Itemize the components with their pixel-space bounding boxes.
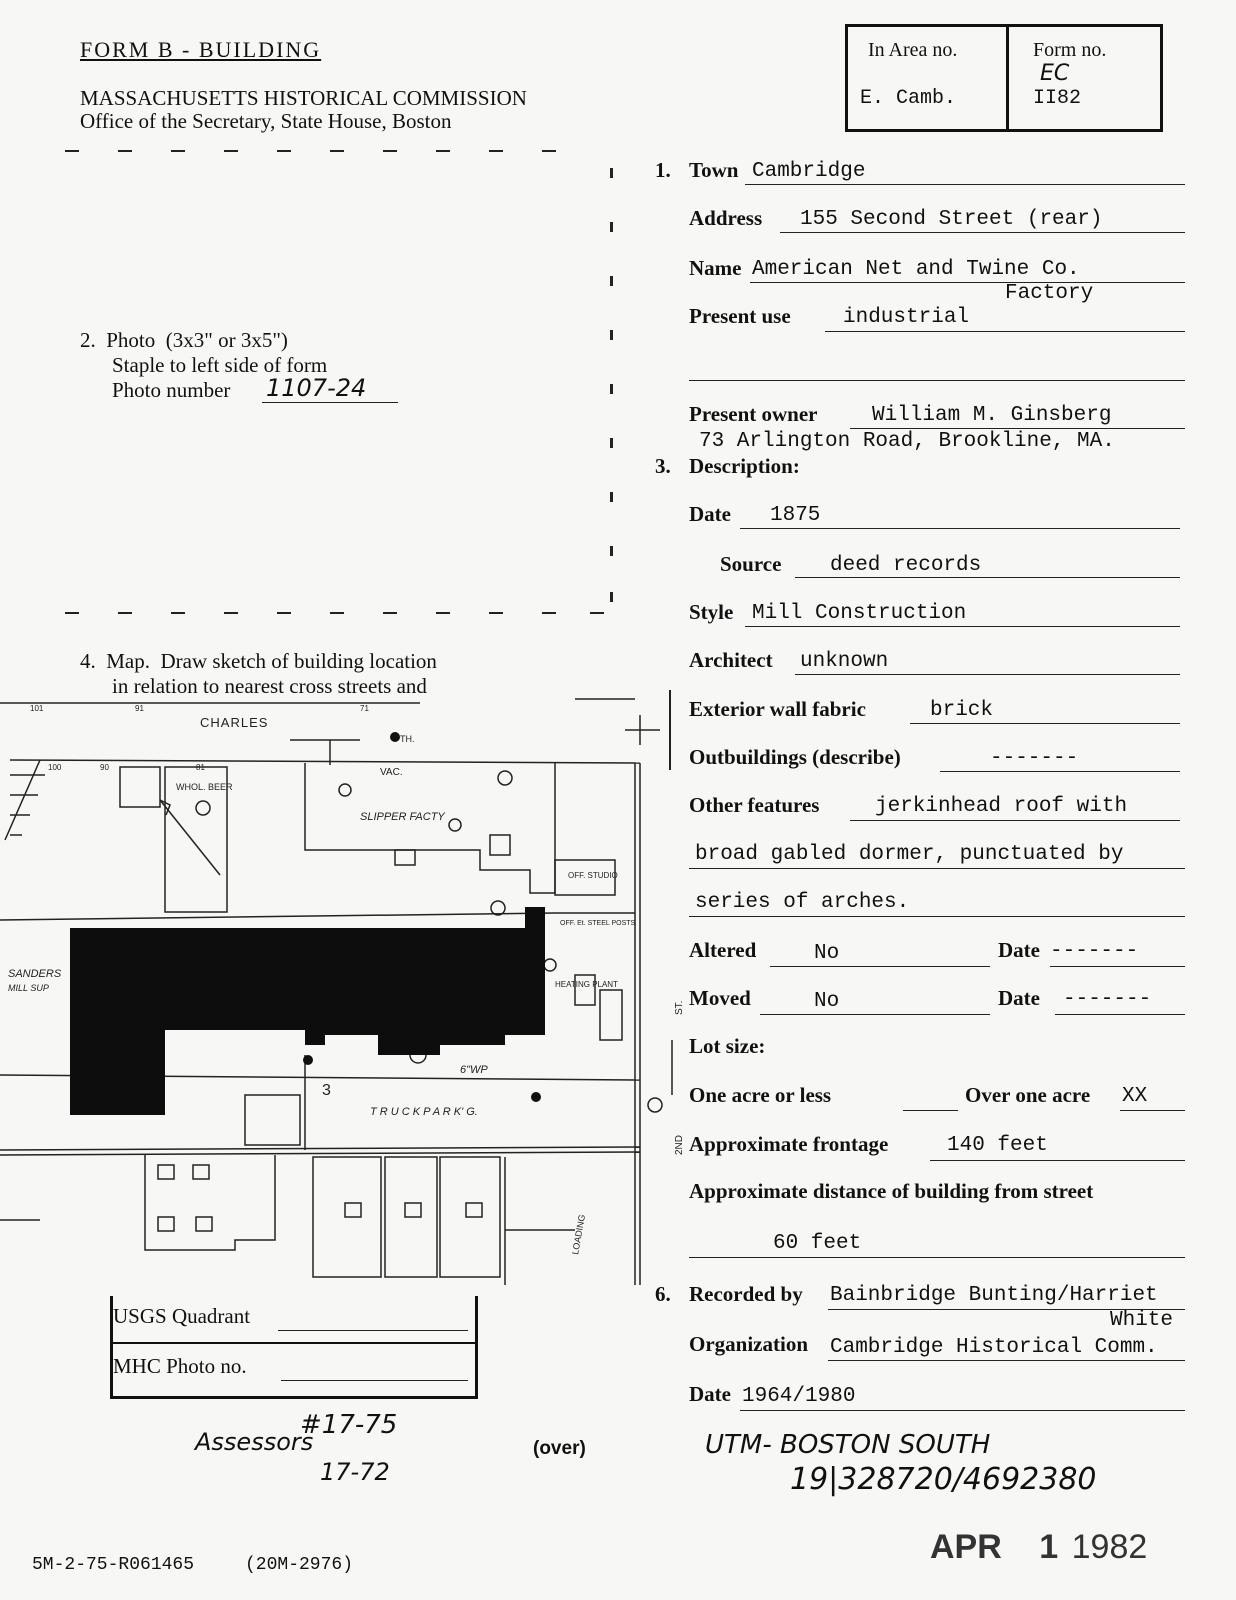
map-label-91: 91 xyxy=(135,704,144,713)
source-label: Source xyxy=(720,552,782,576)
footer-code-2: (20M-2976) xyxy=(245,1555,354,1575)
moved-date-label: Date xyxy=(998,986,1040,1010)
map-label-off-studio: OFF. STUDIO xyxy=(568,871,618,880)
date-label: Date xyxy=(689,502,731,526)
distance-label: Approximate distance of building from street xyxy=(689,1179,1094,1203)
altered-label: Altered xyxy=(689,938,757,962)
map-label-6wp: 6"WP xyxy=(460,1064,488,1076)
other-features-3: series of arches. xyxy=(695,891,910,914)
present-use-label: Present use xyxy=(689,304,791,328)
map-label-90: 90 xyxy=(100,763,109,772)
map-label-71: 71 xyxy=(360,704,369,713)
lot-size-label: Lot size: xyxy=(689,1034,766,1058)
map-label-81: 81 xyxy=(196,763,205,772)
area-value: E. Camb. xyxy=(860,87,957,110)
map-label-charles: CHARLES xyxy=(200,715,269,730)
description-number: 3. xyxy=(655,454,671,478)
one-acre-label: One acre or less xyxy=(689,1083,832,1107)
map-line1: 4. Map. Draw sketch of building location xyxy=(80,649,437,673)
recorded-value: Bainbridge Bunting/Harriet xyxy=(830,1284,1158,1307)
map-line2: in relation to nearest cross streets and xyxy=(112,674,427,698)
map-label-st: ST. xyxy=(674,1000,685,1015)
stamp-day: 1 xyxy=(1039,1528,1059,1566)
usgs-quadrant-label: USGS Quadrant xyxy=(113,1304,251,1328)
record-date-label: Date xyxy=(689,1382,731,1406)
organization-label: Organization xyxy=(689,1332,808,1356)
source-value: deed records xyxy=(830,554,982,577)
utm-line2: 19|328720/4692380 xyxy=(790,1462,1097,1497)
map-label-slipper: SLIPPER FACTY xyxy=(360,811,445,823)
style-label: Style xyxy=(689,600,734,624)
commission-name: MASSACHUSETTS HISTORICAL COMMISSION xyxy=(80,86,527,110)
over-acre-label: Over one acre xyxy=(965,1083,1091,1107)
map-label-sanders: SANDERS xyxy=(8,968,62,980)
assessors-number-1: #17-75 xyxy=(300,1410,398,1440)
usgs-box xyxy=(110,1296,478,1399)
map-label-2nd: 2ND xyxy=(674,1134,685,1155)
form-value-handwritten: EC xyxy=(1040,61,1070,86)
town-number: 1. xyxy=(655,158,671,182)
stamp-month: APR xyxy=(930,1528,1002,1566)
utm-line1: UTM- BOSTON SOUTH xyxy=(705,1430,991,1460)
over-acre-value: XX xyxy=(1122,1085,1148,1108)
map-label-whol-beer: WHOL. BEER xyxy=(176,782,233,792)
architect-value: unknown xyxy=(800,650,889,673)
form-title: FORM B - BUILDING xyxy=(80,37,322,62)
moved-label: Moved xyxy=(689,986,751,1010)
received-stamp xyxy=(930,1528,1147,1567)
frontage-label: Approximate frontage xyxy=(689,1132,889,1156)
other-features-1: jerkinhead roof with xyxy=(875,795,1128,818)
distance-value: 60 feet xyxy=(773,1232,862,1255)
map-label-vac: VAC. xyxy=(380,767,403,778)
map-label-th: TH. xyxy=(400,734,415,744)
other-features-label: Other features xyxy=(689,793,820,817)
description-label: Description: xyxy=(689,454,800,478)
present-use-value: industrial xyxy=(843,306,970,329)
map-label-heating-plant: HEATING PLANT xyxy=(555,980,618,989)
recorded-value-2: White xyxy=(1110,1309,1174,1332)
frontage-value: 140 feet xyxy=(947,1134,1048,1157)
date-value: 1875 xyxy=(770,504,821,527)
outbuildings-value: ------- xyxy=(990,747,1079,770)
recorded-label: Recorded by xyxy=(689,1282,803,1306)
address-value: 155 Second Street (rear) xyxy=(800,208,1103,231)
town-value: Cambridge xyxy=(752,160,866,183)
architect-label: Architect xyxy=(689,648,773,672)
map-label-mill-sup: MILL SUP xyxy=(8,983,49,993)
owner-value: William M. Ginsberg xyxy=(872,404,1112,427)
name-value-2: Factory xyxy=(1005,282,1094,305)
style-value: Mill Construction xyxy=(752,602,967,625)
wall-label: Exterior wall fabric xyxy=(689,697,866,721)
outbuildings-label: Outbuildings (describe) xyxy=(689,745,901,769)
form-label: Form no. xyxy=(1033,39,1107,61)
stamp-year: 1982 xyxy=(1071,1528,1148,1566)
photo-line2: Staple to left side of form xyxy=(112,353,328,377)
office-address: Office of the Secretary, State House, Boston xyxy=(80,109,452,133)
moved-date-value: ------- xyxy=(1063,988,1152,1011)
owner-address: 73 Arlington Road, Brookline, MA. xyxy=(699,430,1115,453)
photo-number-label: Photo number xyxy=(112,378,231,402)
address-label: Address xyxy=(689,206,763,230)
map-label-off-steel: OFF. Et. STEEL POSTS xyxy=(560,920,636,927)
organization-value: Cambridge Historical Comm. xyxy=(830,1336,1158,1359)
altered-date-value: ------- xyxy=(1050,940,1139,963)
area-label: In Area no. xyxy=(868,39,958,61)
map-label-three: 3 xyxy=(322,1082,331,1099)
photo-number-value: 1107-24 xyxy=(266,374,367,402)
moved-value: No xyxy=(814,990,840,1013)
footer-code: 5M-2-75-R061465 xyxy=(32,1555,195,1575)
other-features-2: broad gabled dormer, punctuated by xyxy=(695,843,1124,866)
assessors-label: Assessors xyxy=(195,1428,314,1456)
name-label: Name xyxy=(689,256,742,280)
name-value: American Net and Twine Co. xyxy=(752,258,1080,281)
owner-label: Present owner xyxy=(689,402,818,426)
map-label-101: 101 xyxy=(30,704,44,713)
over-note: (over) xyxy=(533,1438,586,1459)
map-label-100: 100 xyxy=(48,763,62,772)
record-date-value: 1964/1980 xyxy=(742,1385,856,1408)
altered-date-label: Date xyxy=(998,938,1040,962)
town-label: Town xyxy=(689,158,739,182)
recorded-number: 6. xyxy=(655,1282,671,1306)
map-label-truck-parking: T R U C K P A R K' G. xyxy=(370,1106,478,1118)
wall-value: brick xyxy=(930,699,994,722)
map-label-loading: LOADING xyxy=(570,1213,588,1256)
id-box xyxy=(845,24,1163,132)
site-map xyxy=(0,695,685,1295)
photo-line1: 2. Photo (3x3" or 3x5") xyxy=(80,328,288,352)
mhc-photo-label: MHC Photo no. xyxy=(113,1354,247,1378)
altered-value: No xyxy=(814,942,840,965)
form-value: II82 xyxy=(1033,87,1082,110)
assessors-number-2: 17-72 xyxy=(320,1458,390,1486)
